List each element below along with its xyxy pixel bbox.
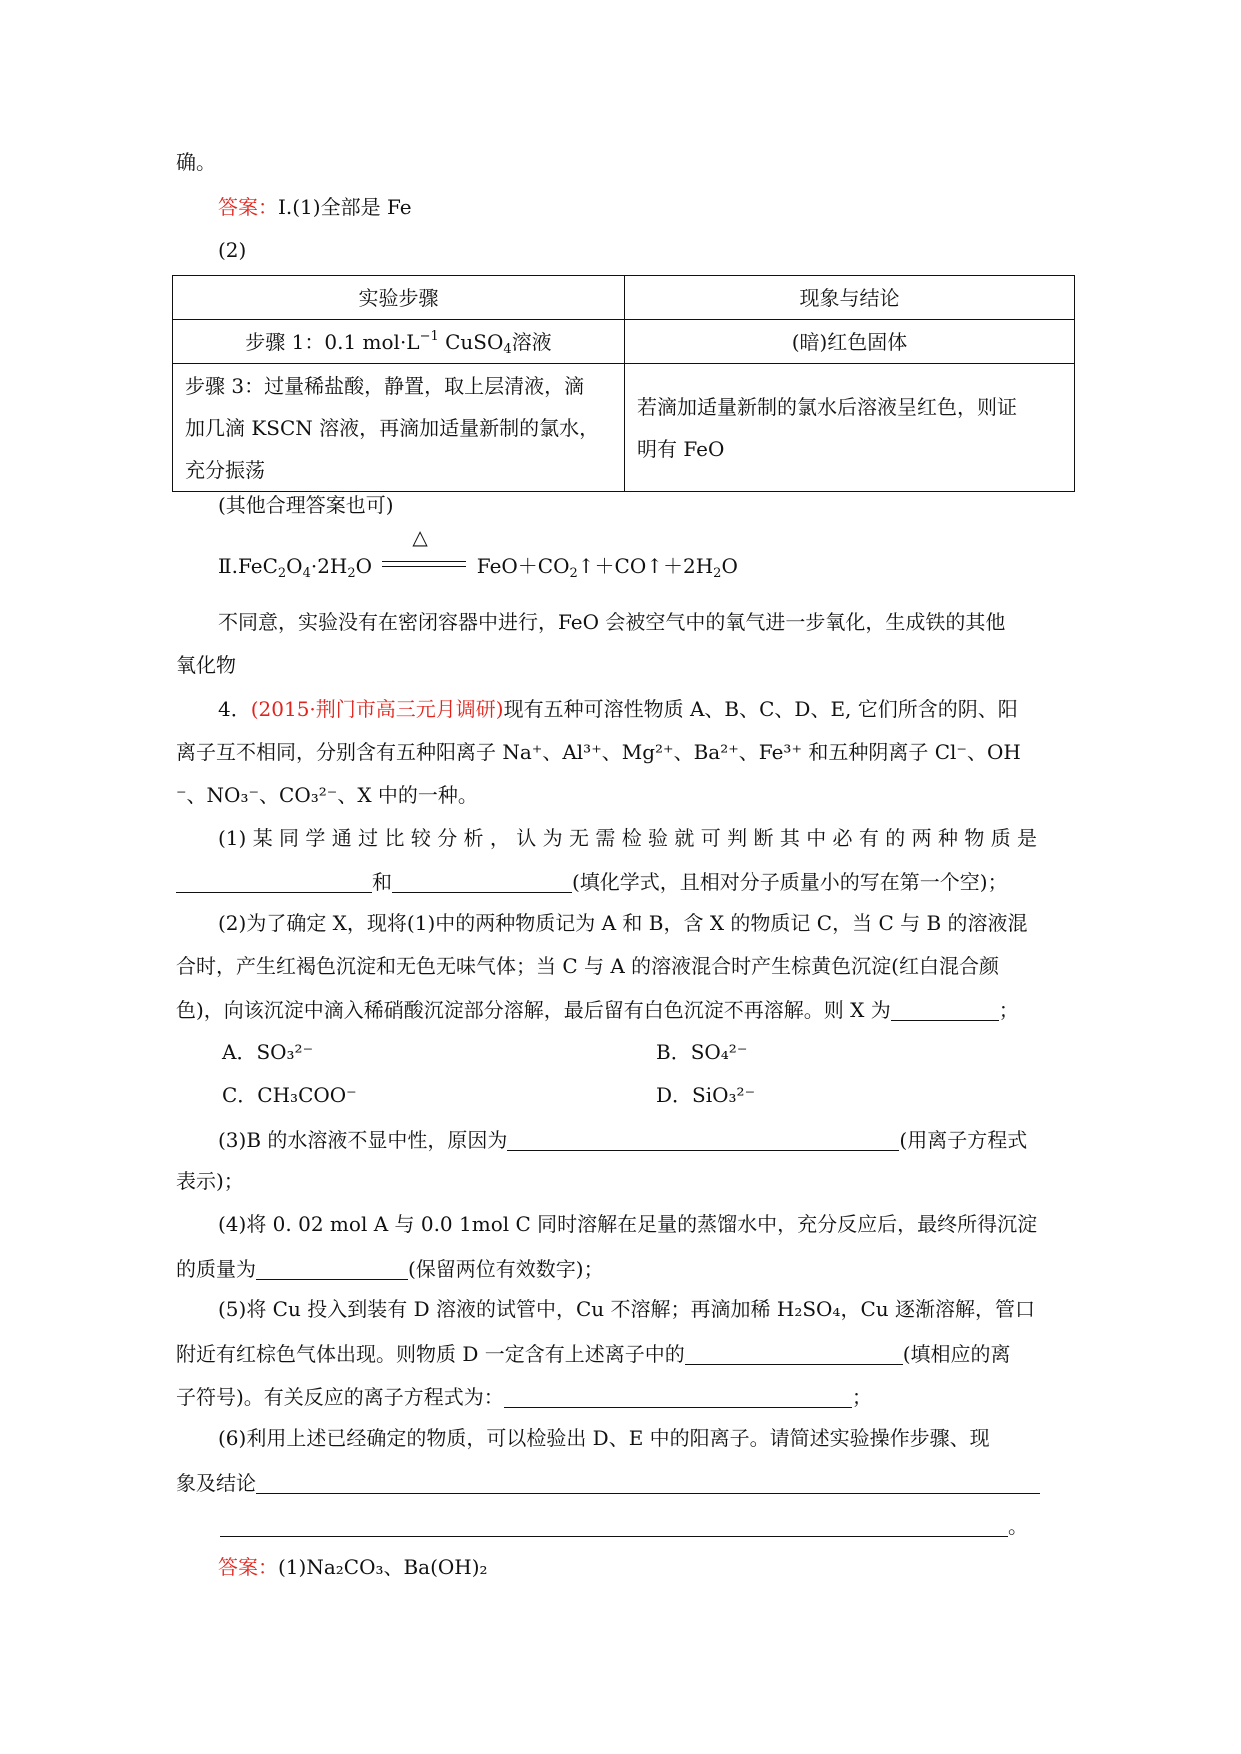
- row1-result: (暗)红色固体: [625, 320, 1075, 364]
- eq-part: ↑＋CO↑＋2H: [577, 554, 714, 578]
- part-2-text: 合时，产生红褐色沉淀和无色无味气体；当 C 与 A 的溶液混合时产生棕黄色沉淀(红白混合颜: [176, 954, 999, 978]
- row1-step: [173, 320, 625, 364]
- eq-part: O: [721, 554, 738, 578]
- row1-step-formula: CuSO: [438, 329, 504, 354]
- part-1-text: (1) 某 同 学 通 过 比 较 分 析 ， 认 为 无 需 检 验 就 可 判 断 其 中 必 有 的 两 种 物 质 是: [218, 826, 1038, 850]
- part-6-line: [176, 1471, 1040, 1494]
- row1-step-sup: −1: [419, 328, 439, 344]
- experiment-table: [172, 275, 1075, 492]
- answer-blank[interactable]: [392, 870, 572, 893]
- part-3-text: (3)B 的水溶液不显中性，原因为: [218, 1128, 508, 1152]
- part-1-blanks: [176, 870, 1008, 893]
- answer-1-text: Ⅰ.(1)全部是 Fe: [278, 195, 412, 219]
- answer-blank[interactable]: [507, 1128, 899, 1151]
- punctuation: 。: [1008, 1514, 1028, 1538]
- part-5-line: [176, 1342, 1011, 1365]
- option-b: B．SO₄²⁻: [656, 1040, 748, 1064]
- question-text: ⁻、NO₃⁻、CO₃²⁻、X 中的一种。: [176, 783, 478, 807]
- table-header-row: [173, 276, 1075, 320]
- answer-2-label: (2): [218, 238, 247, 262]
- row1-step-text: 步骤 1：0.1 mol·L: [245, 329, 420, 354]
- part-3-text: (用离子方程式: [899, 1128, 1028, 1152]
- eq-sub: 4: [302, 566, 311, 581]
- and-text: 和: [372, 870, 392, 894]
- row2-step-line: 充分振荡: [185, 457, 265, 482]
- part-4-line: [176, 1257, 604, 1280]
- part-5-text: (填相应的离: [902, 1342, 1011, 1366]
- answer-blank[interactable]: [504, 1385, 852, 1408]
- row1-step-suffix: 溶液: [511, 329, 552, 354]
- option-a: A．SO₃²⁻: [222, 1040, 314, 1064]
- part-3-line: [218, 1128, 1027, 1151]
- heating-arrow: [382, 525, 466, 571]
- eq-sub: 2: [569, 566, 578, 581]
- row1-step-sub: 4: [503, 341, 512, 357]
- eq-sub: 2: [713, 566, 722, 581]
- decomposition-equation: [218, 525, 738, 581]
- answer-blank[interactable]: [256, 1257, 408, 1280]
- other-answers-note: (其他合理答案也可): [218, 493, 394, 517]
- part-5-line: [176, 1385, 872, 1408]
- eq-part: ·2H: [310, 554, 348, 578]
- continuation-text: 确。: [176, 150, 216, 174]
- part-6-line: [220, 1514, 1028, 1537]
- row2-step: [173, 364, 625, 492]
- answer-blank[interactable]: [891, 998, 999, 1021]
- part-6-text: 象及结论: [176, 1471, 256, 1495]
- part-5-text: 附近有红棕色气体出现。则物质 D 一定含有上述离子中的: [176, 1342, 685, 1366]
- part-2-text: (2)为了确定 X，现将(1)中的两种物质记为 A 和 B，含 X 的物质记 C，当 C 与 B 的溶液混: [218, 911, 1028, 935]
- part-6-text: (6)利用上述已经确定的物质，可以检验出 D、E 中的阳离子。请简述实验操作步骤、现: [218, 1426, 990, 1450]
- row2-step-line: 加几滴 KSCN 溶液，再滴加适量新制的氯水，: [185, 415, 600, 440]
- answer-label: 答案：: [218, 1555, 278, 1579]
- option-d: D．SiO₃²⁻: [656, 1083, 756, 1107]
- part-4-text: (4)将 0. 02 mol A 与 0.0 1mol C 同时溶解在足量的蒸馏水中，充分反应后，最终所得沉淀: [218, 1212, 1038, 1236]
- row2-result: [625, 364, 1075, 492]
- eq-part: Ⅱ.FeC: [218, 554, 278, 578]
- row2-result-line: 若滴加适量新制的氯水后溶液呈红色，则证: [637, 394, 1017, 419]
- eq-part: O: [286, 554, 303, 578]
- eq-sub: 2: [277, 566, 287, 581]
- answer-1-line: [218, 197, 412, 217]
- heat-triangle-icon: △: [412, 525, 428, 549]
- part-4-text: (保留两位有效数字)；: [408, 1257, 604, 1281]
- question-text: 离子互不相同，分别含有五种阳离子 Na⁺、Al³⁺、Mg²⁺、Ba²⁺、Fe³⁺ 和五种阴离子 Cl⁻、OH: [176, 740, 1021, 764]
- part-1-tail: (填化学式，且相对分子质量小的写在第一个空)；: [572, 870, 1008, 894]
- part-5-text: 子符号)。有关反应的离子方程式为：: [176, 1385, 504, 1409]
- eq-sub: 2: [347, 566, 356, 581]
- option-c: C．CH₃COO⁻: [222, 1083, 357, 1107]
- question-number: 4．: [218, 697, 251, 721]
- header-result: 现象与结论: [625, 276, 1075, 320]
- answer-blank[interactable]: [176, 870, 372, 893]
- header-step: 实验步骤: [173, 276, 625, 320]
- table-row: [173, 320, 1075, 364]
- eq-part: FeO＋CO: [476, 554, 570, 578]
- answer-blank[interactable]: [685, 1342, 903, 1365]
- table-row: [173, 364, 1075, 492]
- part-4-text: 的质量为: [176, 1257, 256, 1281]
- answer-blank[interactable]: [220, 1514, 1008, 1537]
- final-answer-text: (1)Na₂CO₃、Ba(OH)₂: [278, 1555, 488, 1579]
- question-4-intro: [218, 699, 1018, 719]
- answer-blank[interactable]: [256, 1471, 1040, 1494]
- eq-part: O: [355, 554, 373, 578]
- question-source: (2015·荆门市高三元月调研): [250, 697, 504, 721]
- disagree-text: 氧化物: [176, 653, 236, 677]
- final-answer-line: [218, 1557, 488, 1577]
- part-2-text-blank: [176, 998, 1019, 1021]
- part-5-text: (5)将 Cu 投入到装有 D 溶液的试管中，Cu 不溶解；再滴加稀 H₂SO₄，Cu 逐渐溶解，管口: [218, 1297, 1035, 1321]
- punctuation: ；: [851, 1385, 872, 1409]
- row2-result-line: 明有 FeO: [637, 436, 725, 461]
- question-intro-text: 现有五种可溶性物质 A、B、C、D、E, 它们所含的阴、阳: [503, 697, 1018, 721]
- row2-step-line: 步骤 3：过量稀盐酸，静置，取上层清液，滴: [185, 373, 585, 398]
- disagree-text: 不同意，实验没有在密闭容器中进行，FeO 会被空气中的氧气进一步氧化，生成铁的其他: [218, 610, 1006, 634]
- part-2-text: 色)，向该沉淀中滴入稀硝酸沉淀部分溶解，最后留有白色沉淀不再溶解。则 X 为: [176, 998, 891, 1022]
- punctuation: ；: [998, 998, 1019, 1022]
- answer-label: 答案：: [218, 195, 278, 219]
- part-3-text: 表示)；: [176, 1169, 244, 1193]
